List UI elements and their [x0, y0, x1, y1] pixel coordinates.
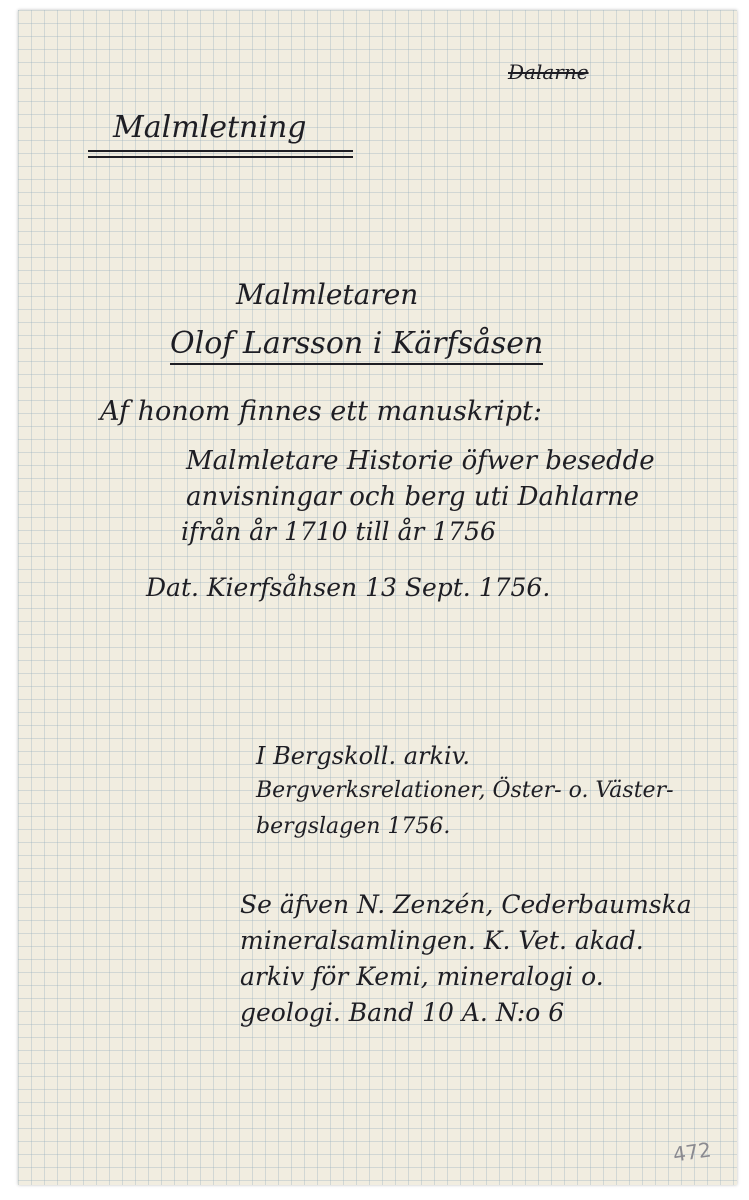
reference-line-2: mineralsamlingen. K. Vet. akad.: [240, 926, 644, 955]
archive-line-1: I Bergskoll. arkiv.: [256, 742, 471, 770]
heading-underline-2: [88, 156, 353, 158]
title-line-2: Olof Larsson i Kärfsåsen: [170, 326, 543, 365]
archive-line-3: bergslagen 1756.: [256, 814, 451, 839]
manuscript-line-2: anvisningar och berg uti Dahlarne: [186, 482, 640, 512]
manuscript-line-3: ifrån år 1710 till år 1756: [181, 517, 496, 546]
reference-line-1: Se äfven N. Zenzén, Cederbaumska: [240, 890, 692, 919]
page-number: 472: [671, 1137, 713, 1167]
heading: Malmletning: [113, 110, 307, 145]
title-line-1: Malmletaren: [236, 278, 419, 311]
heading-underline: [88, 150, 353, 152]
manuscript-page: [18, 10, 737, 1185]
manuscript-date: Dat. Kierfsåhsen 13 Sept. 1756.: [146, 573, 551, 602]
manuscript-line-1: Malmletare Historie öfwer besedde: [186, 446, 655, 476]
archive-line-2: Bergverksrelationer, Öster- o. Väster-: [256, 778, 674, 803]
manuscript-intro: Af honom finnes ett manuskript:: [100, 396, 543, 427]
reference-line-4: geologi. Band 10 A. N:o 6: [240, 998, 565, 1027]
corner-label: Dalarne: [508, 60, 589, 84]
reference-line-3: arkiv för Kemi, mineralogi o.: [240, 962, 604, 991]
